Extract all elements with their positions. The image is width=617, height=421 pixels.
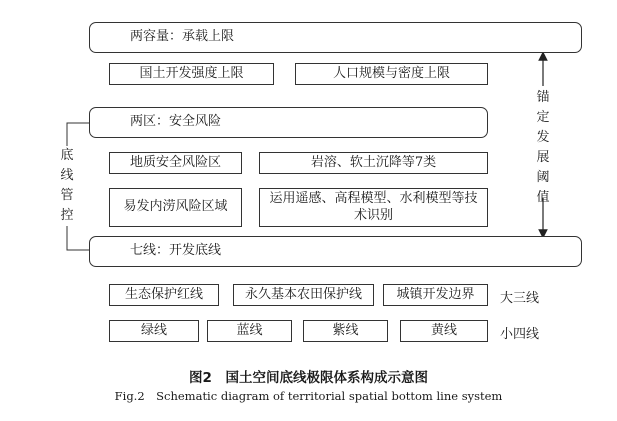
tier1-header xyxy=(89,22,582,53)
line-blue: 蓝线 xyxy=(207,320,292,342)
line-green: 绿线 xyxy=(109,320,199,342)
tier2-item-remote-sensing: 运用遥感、高程模型、水利模型等技术识别 xyxy=(259,188,488,227)
big-three-lines-label: 大三线 xyxy=(500,291,540,306)
line-purple: 紫线 xyxy=(303,320,388,342)
line-yellow: 黄线 xyxy=(400,320,488,342)
tier1-title: 两容量：承载上限 xyxy=(130,29,235,45)
tier2-header xyxy=(89,107,488,138)
tier1-item-land-intensity: 国土开发强度上限 xyxy=(109,63,274,85)
tier1-item-population: 人口规模与密度上限 xyxy=(295,63,488,85)
line-urban-boundary: 城镇开发边界 xyxy=(383,284,488,306)
figure-caption-en: Fig.2 Schematic diagram of territorial spatial bottom line system xyxy=(114,389,503,403)
tier3-title: 七线：开发底线 xyxy=(130,243,222,259)
bottom-line-control-label: 底 线 管 控 xyxy=(56,146,78,226)
small-four-lines-label: 小四线 xyxy=(500,327,540,342)
tier2-item-geologic-risk: 地质安全风险区 xyxy=(109,152,242,174)
line-farmland-protection: 永久基本农田保护线 xyxy=(233,284,374,306)
tier2-item-waterlogging: 易发内涝风险区域 xyxy=(109,188,242,227)
tier3-header xyxy=(89,236,582,267)
anchor-threshold-label-tail: 值 xyxy=(536,190,550,205)
tier2-title: 两区：安全风险 xyxy=(130,114,222,130)
tier2-item-karst: 岩溶、软土沉降等7类 xyxy=(259,152,488,174)
figure-caption-cn: 图2 国土空间底线极限体系构成示意图 xyxy=(189,370,428,386)
line-ecological-redline: 生态保护红线 xyxy=(109,284,219,306)
anchor-threshold-label: 锚 定 发 展 阈 xyxy=(536,90,550,185)
